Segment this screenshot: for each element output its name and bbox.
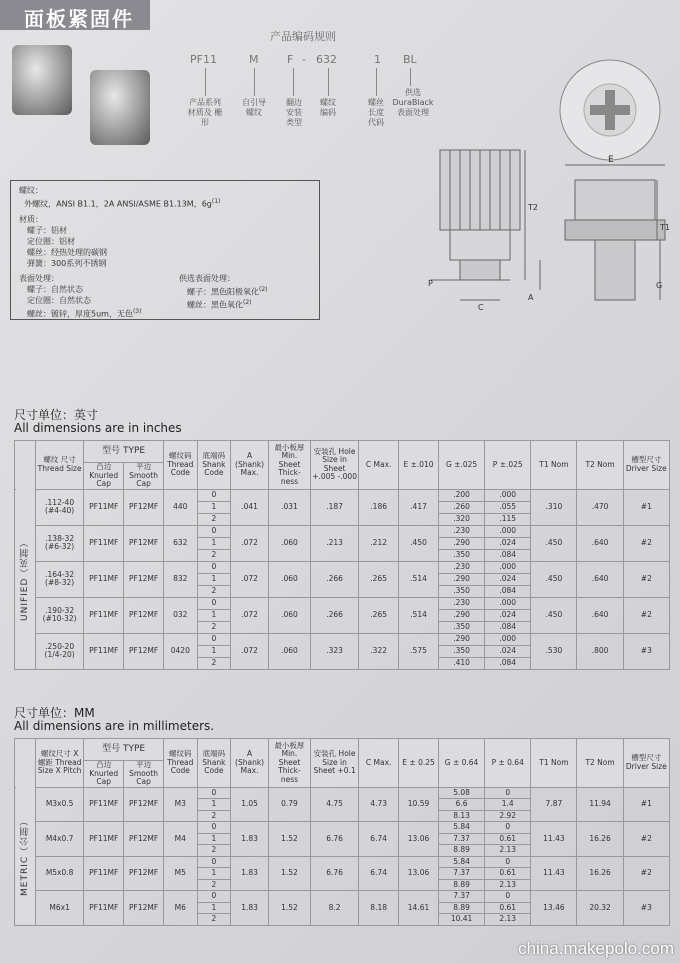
hole-size-cell: .323 xyxy=(310,633,358,669)
dim-label-c: C xyxy=(478,303,484,312)
driver-size-cell: #2 xyxy=(623,822,669,857)
knurled-cap-cell: PF11MF xyxy=(84,597,124,633)
inch-th-t2: T2 Nom xyxy=(577,441,623,490)
mm-th-t1: T1 Nom xyxy=(531,739,577,788)
c-cell: 6.74 xyxy=(359,856,399,891)
shank-code-cell: 1 xyxy=(197,868,231,880)
sheet-thickness-cell: .031 xyxy=(268,489,310,525)
thread-size-cell: M3x0.5 xyxy=(35,787,83,822)
spec-material-4: 弹簧：300系列不锈钢 xyxy=(27,258,107,268)
p-cell: 2.13 xyxy=(485,845,531,857)
g-cell: 8.89 xyxy=(438,879,484,891)
shank-code-cell: 0 xyxy=(197,787,231,799)
shank-code-cell: 2 xyxy=(197,549,231,561)
shank-code-cell: 1 xyxy=(197,799,231,811)
g-cell: .230 xyxy=(438,597,484,609)
e-cell: .417 xyxy=(399,489,439,525)
hole-size-cell: 8.2 xyxy=(310,891,358,926)
p-cell: 2.13 xyxy=(485,879,531,891)
inch-th-e: E ±.010 xyxy=(399,441,439,490)
g-cell: .290 xyxy=(438,633,484,645)
product-image-smooth xyxy=(90,70,150,145)
code-desc-thread-type: 自引导 螺纹 xyxy=(242,98,266,117)
table-row xyxy=(15,489,670,501)
code-leader-6 xyxy=(410,68,411,86)
g-cell: 6.6 xyxy=(438,799,484,811)
a-cell: 1.83 xyxy=(231,891,269,926)
code-item-flange: F xyxy=(287,53,294,66)
shank-code-cell: 2 xyxy=(197,513,231,525)
code-item-length: 1 xyxy=(374,53,381,66)
p-cell: 0 xyxy=(485,787,531,799)
p-cell: 0 xyxy=(485,822,531,834)
p-cell: .024 xyxy=(485,537,531,549)
sheet-thickness-cell: .060 xyxy=(268,525,310,561)
mm-th-shank: 底端码 Shank Code xyxy=(197,739,231,788)
g-cell: .260 xyxy=(438,501,484,513)
shank-code-cell: 1 xyxy=(197,902,231,914)
spec-finish-2: 定位圈：自然状态 xyxy=(27,295,91,305)
shank-code-cell: 0 xyxy=(197,822,231,834)
g-cell: .290 xyxy=(438,609,484,621)
g-cell: .200 xyxy=(438,489,484,501)
driver-size-cell: #3 xyxy=(623,633,669,669)
c-cell: 6.74 xyxy=(359,822,399,857)
hole-size-cell: 6.76 xyxy=(310,822,358,857)
shank-code-cell: 2 xyxy=(197,621,231,633)
mm-th-driver: 槽型尺寸 Driver Size xyxy=(623,739,669,788)
smooth-cap-cell: PF12MF xyxy=(124,787,164,822)
g-cell: 7.37 xyxy=(438,891,484,903)
mm-title-cn: 尺寸单位：MM xyxy=(14,706,95,720)
inch-section-title xyxy=(14,409,182,435)
table-row xyxy=(15,787,670,799)
shank-code-cell: 2 xyxy=(197,914,231,926)
spec-material-1: 螺子：铝材 xyxy=(27,225,67,235)
mm-th-t2: T2 Nom xyxy=(577,739,623,788)
inch-th-thread: 螺纹 尺寸 Thread Size xyxy=(35,441,83,490)
g-cell: .350 xyxy=(438,549,484,561)
mm-th-e: E ± 0.25 xyxy=(399,739,439,788)
shank-code-cell: 1 xyxy=(197,645,231,657)
e-cell: 13.06 xyxy=(399,856,439,891)
c-cell: .186 xyxy=(359,489,399,525)
e-cell: 10.59 xyxy=(399,787,439,822)
inch-th-smooth: 平边 Smooth Cap xyxy=(124,463,164,490)
mm-th-sheet: 最小板厚 Min. Sheet Thick- ness xyxy=(268,739,310,788)
shank-code-cell: 0 xyxy=(197,856,231,868)
unit-system-label: METRIC（公制） xyxy=(15,787,36,925)
a-cell: .072 xyxy=(231,561,269,597)
t1-cell: 13.46 xyxy=(531,891,577,926)
g-cell: .320 xyxy=(438,513,484,525)
shank-code-cell: 1 xyxy=(197,573,231,585)
knurled-cap-cell: PF11MF xyxy=(84,891,124,926)
mm-side-spacer xyxy=(15,739,36,788)
g-cell: 5.08 xyxy=(438,787,484,799)
spec-finish-label: 表面处理： xyxy=(19,273,59,283)
mm-dimension-table xyxy=(14,738,670,926)
a-cell: .041 xyxy=(231,489,269,525)
spec-finish-1: 螺子：自然状态 xyxy=(27,284,83,294)
inch-th-c: C Max. xyxy=(359,441,399,490)
inch-th-type: 型号 TYPE xyxy=(84,441,164,463)
spec-optional-2: 螺丝：黑色氧化 xyxy=(187,300,243,310)
a-cell: 1.83 xyxy=(231,856,269,891)
dim-label-t2: T2 xyxy=(528,203,538,212)
t2-cell: .470 xyxy=(577,489,623,525)
p-cell: 2.13 xyxy=(485,914,531,926)
spec-finish-note: (3) xyxy=(132,307,142,315)
t2-cell: 16.26 xyxy=(577,856,623,891)
g-cell: 8.89 xyxy=(438,902,484,914)
a-cell: .072 xyxy=(231,597,269,633)
code-leader-5 xyxy=(376,68,377,96)
thread-code-cell: 440 xyxy=(164,489,198,525)
shank-code-cell: 0 xyxy=(197,561,231,573)
a-cell: .072 xyxy=(231,633,269,669)
code-leader-2 xyxy=(254,68,255,96)
code-leader-1 xyxy=(205,68,206,96)
thread-size-cell: .164-32 (#8-32) xyxy=(35,561,83,597)
p-cell: .115 xyxy=(485,513,531,525)
unit-system-label: UNIFIED（英制） xyxy=(15,489,36,669)
g-cell: .290 xyxy=(438,537,484,549)
mm-th-type: 型号 TYPE xyxy=(84,739,164,761)
p-cell: .024 xyxy=(485,645,531,657)
p-cell: .024 xyxy=(485,573,531,585)
t1-cell: .450 xyxy=(531,597,577,633)
g-cell: 7.37 xyxy=(438,833,484,845)
shank-code-cell: 1 xyxy=(197,609,231,621)
t1-cell: .450 xyxy=(531,525,577,561)
p-cell: .000 xyxy=(485,561,531,573)
spec-optional-note-1: (2) xyxy=(259,285,268,293)
spec-optional-note-2: (2) xyxy=(243,299,252,307)
hole-size-cell: .213 xyxy=(310,525,358,561)
e-cell: .575 xyxy=(399,633,439,669)
shank-code-cell: 0 xyxy=(197,489,231,501)
mm-th-p: P ± 0.64 xyxy=(485,739,531,788)
table-row xyxy=(15,561,670,573)
t2-cell: 11.94 xyxy=(577,787,623,822)
code-desc-finish: 供选 DuraBlack 表面处理 xyxy=(392,88,434,117)
sheet-thickness-cell: 1.52 xyxy=(268,822,310,857)
shank-code-cell: 1 xyxy=(197,501,231,513)
knurled-cap-cell: PF11MF xyxy=(84,856,124,891)
dim-label-p: P xyxy=(428,279,433,288)
thread-code-cell: M4 xyxy=(164,822,198,857)
knurled-cap-cell: PF11MF xyxy=(84,525,124,561)
p-cell: 0.61 xyxy=(485,833,531,845)
knurled-cap-cell: PF11MF xyxy=(84,633,124,669)
shank-code-cell: 0 xyxy=(197,525,231,537)
table-row xyxy=(15,633,670,645)
t2-cell: .640 xyxy=(577,525,623,561)
inch-th-g: G ±.025 xyxy=(438,441,484,490)
driver-size-cell: #2 xyxy=(623,561,669,597)
mm-th-smooth: 平边 Smooth Cap xyxy=(124,761,164,788)
p-cell: 1.4 xyxy=(485,799,531,811)
driver-size-cell: #2 xyxy=(623,525,669,561)
shank-code-cell: 2 xyxy=(197,657,231,669)
spec-material-2: 定位圈：铝材 xyxy=(27,236,75,246)
code-item-thread-type: M xyxy=(249,53,259,66)
mm-th-code: 螺纹码 Thread Code xyxy=(164,739,198,788)
mm-th-thread: 螺纹尺寸 X 螺距 Thread Size X Pitch xyxy=(35,739,83,788)
smooth-cap-cell: PF12MF xyxy=(124,822,164,857)
sheet-thickness-cell: 1.52 xyxy=(268,856,310,891)
hole-size-cell: 4.75 xyxy=(310,787,358,822)
p-cell: .024 xyxy=(485,609,531,621)
shank-code-cell: 2 xyxy=(197,845,231,857)
shank-code-cell: 2 xyxy=(197,810,231,822)
sheet-thickness-cell: 0.79 xyxy=(268,787,310,822)
p-cell: .000 xyxy=(485,525,531,537)
spec-finish-3: 螺丝：镀锌，厚度5um，无色 xyxy=(27,309,133,319)
t2-cell: 20.32 xyxy=(577,891,623,926)
g-cell: .410 xyxy=(438,657,484,669)
mm-th-a: A (Shank) Max. xyxy=(231,739,269,788)
p-cell: .000 xyxy=(485,489,531,501)
dim-label-t1: T1 xyxy=(660,223,670,232)
thread-code-cell: M5 xyxy=(164,856,198,891)
code-desc-flange: 翻边 安装 类型 xyxy=(286,98,302,127)
table-row xyxy=(15,856,670,868)
sheet-thickness-cell: .060 xyxy=(268,597,310,633)
smooth-cap-cell: PF12MF xyxy=(124,525,164,561)
spec-optional-1: 螺子：黑色阳极氧化 xyxy=(187,287,259,297)
shank-code-cell: 2 xyxy=(197,879,231,891)
t2-cell: .800 xyxy=(577,633,623,669)
code-desc-series: 产品系列 材质及 栅形 xyxy=(187,98,223,127)
inch-th-t1: T1 Nom xyxy=(531,441,577,490)
code-leader-3 xyxy=(293,68,294,96)
p-cell: .055 xyxy=(485,501,531,513)
thread-code-cell: M3 xyxy=(164,787,198,822)
inch-th-a: A (Shank) Max. xyxy=(231,441,269,490)
mm-th-c: C Max. xyxy=(359,739,399,788)
e-cell: .450 xyxy=(399,525,439,561)
g-cell: 7.37 xyxy=(438,868,484,880)
thread-code-cell: 632 xyxy=(164,525,198,561)
p-cell: 2.92 xyxy=(485,810,531,822)
c-cell: .322 xyxy=(359,633,399,669)
t1-cell: 11.43 xyxy=(531,856,577,891)
t2-cell: 16.26 xyxy=(577,822,623,857)
c-cell: .212 xyxy=(359,525,399,561)
inch-th-knurled: 凸边 Knurled Cap xyxy=(84,463,124,490)
g-cell: 10.41 xyxy=(438,914,484,926)
hole-size-cell: .266 xyxy=(310,561,358,597)
mm-section-title xyxy=(14,707,214,733)
shank-code-cell: 0 xyxy=(197,891,231,903)
hole-size-cell: 6.76 xyxy=(310,856,358,891)
hole-size-cell: .187 xyxy=(310,489,358,525)
g-cell: .290 xyxy=(438,573,484,585)
thread-code-cell: M6 xyxy=(164,891,198,926)
spec-material-label: 材质： xyxy=(19,214,43,224)
inch-dimension-table xyxy=(14,440,670,670)
dim-label-e: E xyxy=(608,155,614,165)
a-cell: 1.05 xyxy=(231,787,269,822)
c-cell: .265 xyxy=(359,561,399,597)
thread-size-cell: .250-20 (1/4-20) xyxy=(35,633,83,669)
product-image-knurled xyxy=(12,45,72,115)
t2-cell: .640 xyxy=(577,597,623,633)
inch-side-spacer xyxy=(15,441,36,490)
g-cell: 5.84 xyxy=(438,822,484,834)
code-item-thread-code: 632 xyxy=(316,53,337,66)
table-row xyxy=(15,891,670,903)
c-cell: 4.73 xyxy=(359,787,399,822)
inch-title-cn: 尺寸单位：英寸 xyxy=(14,408,99,422)
p-cell: 0.61 xyxy=(485,902,531,914)
smooth-cap-cell: PF12MF xyxy=(124,891,164,926)
code-leader-4 xyxy=(328,68,329,96)
hole-size-cell: .266 xyxy=(310,597,358,633)
g-cell: 5.84 xyxy=(438,856,484,868)
shank-code-cell: 1 xyxy=(197,833,231,845)
knurled-cap-cell: PF11MF xyxy=(84,822,124,857)
spec-box xyxy=(10,180,320,320)
a-cell: 1.83 xyxy=(231,822,269,857)
spec-optional-2-line xyxy=(179,297,268,311)
inch-th-sheet: 最小板厚 Min. Sheet Thick- ness xyxy=(268,441,310,490)
smooth-cap-cell: PF12MF xyxy=(124,489,164,525)
shank-code-cell: 0 xyxy=(197,597,231,609)
g-cell: .350 xyxy=(438,645,484,657)
t1-cell: .310 xyxy=(531,489,577,525)
table-row xyxy=(15,525,670,537)
shank-code-cell: 1 xyxy=(197,537,231,549)
thread-size-cell: .190-32 (#10-32) xyxy=(35,597,83,633)
p-cell: .000 xyxy=(485,633,531,645)
thread-size-cell: M4x0.7 xyxy=(35,822,83,857)
t1-cell: 11.43 xyxy=(531,822,577,857)
e-cell: .514 xyxy=(399,597,439,633)
thread-code-cell: 0420 xyxy=(164,633,198,669)
inch-th-driver: 槽型尺寸 Driver Size xyxy=(623,441,669,490)
sheet-thickness-cell: .060 xyxy=(268,561,310,597)
inch-th-p: P ±.025 xyxy=(485,441,531,490)
knurled-cap-cell: PF11MF xyxy=(84,561,124,597)
sheet-thickness-cell: .060 xyxy=(268,633,310,669)
smooth-cap-cell: PF12MF xyxy=(124,633,164,669)
table-row xyxy=(15,822,670,834)
t1-cell: .450 xyxy=(531,561,577,597)
p-cell: .084 xyxy=(485,549,531,561)
p-cell: 0.61 xyxy=(485,868,531,880)
thread-code-cell: 832 xyxy=(164,561,198,597)
g-cell: .350 xyxy=(438,621,484,633)
driver-size-cell: #1 xyxy=(623,489,669,525)
spec-material-3: 螺丝：经热处理的碳钢 xyxy=(27,247,107,257)
p-cell: .084 xyxy=(485,585,531,597)
spec-thread-line xyxy=(19,196,311,210)
mm-th-g: G ± 0.64 xyxy=(438,739,484,788)
thread-code-cell: 032 xyxy=(164,597,198,633)
title-bar xyxy=(0,0,150,30)
g-cell: 8.89 xyxy=(438,845,484,857)
code-rule-title: 产品编码规则 xyxy=(270,30,336,43)
thread-size-cell: M6x1 xyxy=(35,891,83,926)
spec-optional-label: 供选表面处理： xyxy=(179,273,235,283)
p-cell: 0 xyxy=(485,891,531,903)
a-cell: .072 xyxy=(231,525,269,561)
dim-label-a: A xyxy=(528,293,534,302)
shank-code-cell: 0 xyxy=(197,633,231,645)
p-cell: .084 xyxy=(485,657,531,669)
spec-optional-1-line xyxy=(179,284,268,298)
g-cell: .230 xyxy=(438,525,484,537)
code-item-series: PF11 xyxy=(190,53,217,66)
t2-cell: .640 xyxy=(577,561,623,597)
p-cell: .084 xyxy=(485,621,531,633)
shank-code-cell: 2 xyxy=(197,585,231,597)
spec-thread-label: 螺纹： xyxy=(19,186,43,195)
e-cell: 14.61 xyxy=(399,891,439,926)
code-item-finish: BL xyxy=(403,53,417,66)
smooth-cap-cell: PF12MF xyxy=(124,597,164,633)
thread-size-cell: .112-40 (#4-40) xyxy=(35,489,83,525)
e-cell: 13.06 xyxy=(399,822,439,857)
e-cell: .514 xyxy=(399,561,439,597)
c-cell: 8.18 xyxy=(359,891,399,926)
inch-th-code: 螺纹码 Thread Code xyxy=(164,441,198,490)
inch-title-en: All dimensions are in inches xyxy=(14,421,182,435)
dim-label-g: G xyxy=(656,281,663,290)
driver-size-cell: #1 xyxy=(623,787,669,822)
code-item-dash: - xyxy=(302,53,306,66)
inch-th-shank: 底端码 Shank Code xyxy=(197,441,231,490)
p-cell: .000 xyxy=(485,597,531,609)
t1-cell: 7.87 xyxy=(531,787,577,822)
g-cell: .230 xyxy=(438,561,484,573)
code-desc-thread-code: 螺纹 编码 xyxy=(320,98,336,117)
inch-th-hole: 安装孔 Hole Size in Sheet +.005 -.000 xyxy=(310,441,358,490)
mm-th-knurled: 凸边 Knurled Cap xyxy=(84,761,124,788)
mm-title-en: All dimensions are in millimeters. xyxy=(14,719,215,733)
smooth-cap-cell: PF12MF xyxy=(124,561,164,597)
thread-size-cell: M5x0.8 xyxy=(35,856,83,891)
thread-size-cell: .138-32 (#6-32) xyxy=(35,525,83,561)
c-cell: .265 xyxy=(359,597,399,633)
spec-thread-note: (1) xyxy=(211,198,221,205)
p-cell: 0 xyxy=(485,856,531,868)
table-row xyxy=(15,597,670,609)
t1-cell: .530 xyxy=(531,633,577,669)
mm-th-hole: 安装孔 Hole Size in Sheet +0.1 xyxy=(310,739,358,788)
page-title: 面板紧固件 xyxy=(24,7,134,31)
driver-size-cell: #3 xyxy=(623,891,669,926)
g-cell: .350 xyxy=(438,585,484,597)
code-desc-length: 螺丝 长度 代码 xyxy=(368,98,384,127)
spec-thread: 外螺纹，ANSI B1.1，2A ANSI/ASME B1.13M，6g xyxy=(24,199,212,209)
g-cell: 8.13 xyxy=(438,810,484,822)
driver-size-cell: #2 xyxy=(623,856,669,891)
knurled-cap-cell: PF11MF xyxy=(84,489,124,525)
driver-size-cell: #2 xyxy=(623,597,669,633)
sheet-thickness-cell: 1.52 xyxy=(268,891,310,926)
smooth-cap-cell: PF12MF xyxy=(124,856,164,891)
watermark: china.makepolo.com xyxy=(518,939,674,958)
dimension-drawing xyxy=(420,100,670,320)
knurled-cap-cell: PF11MF xyxy=(84,787,124,822)
